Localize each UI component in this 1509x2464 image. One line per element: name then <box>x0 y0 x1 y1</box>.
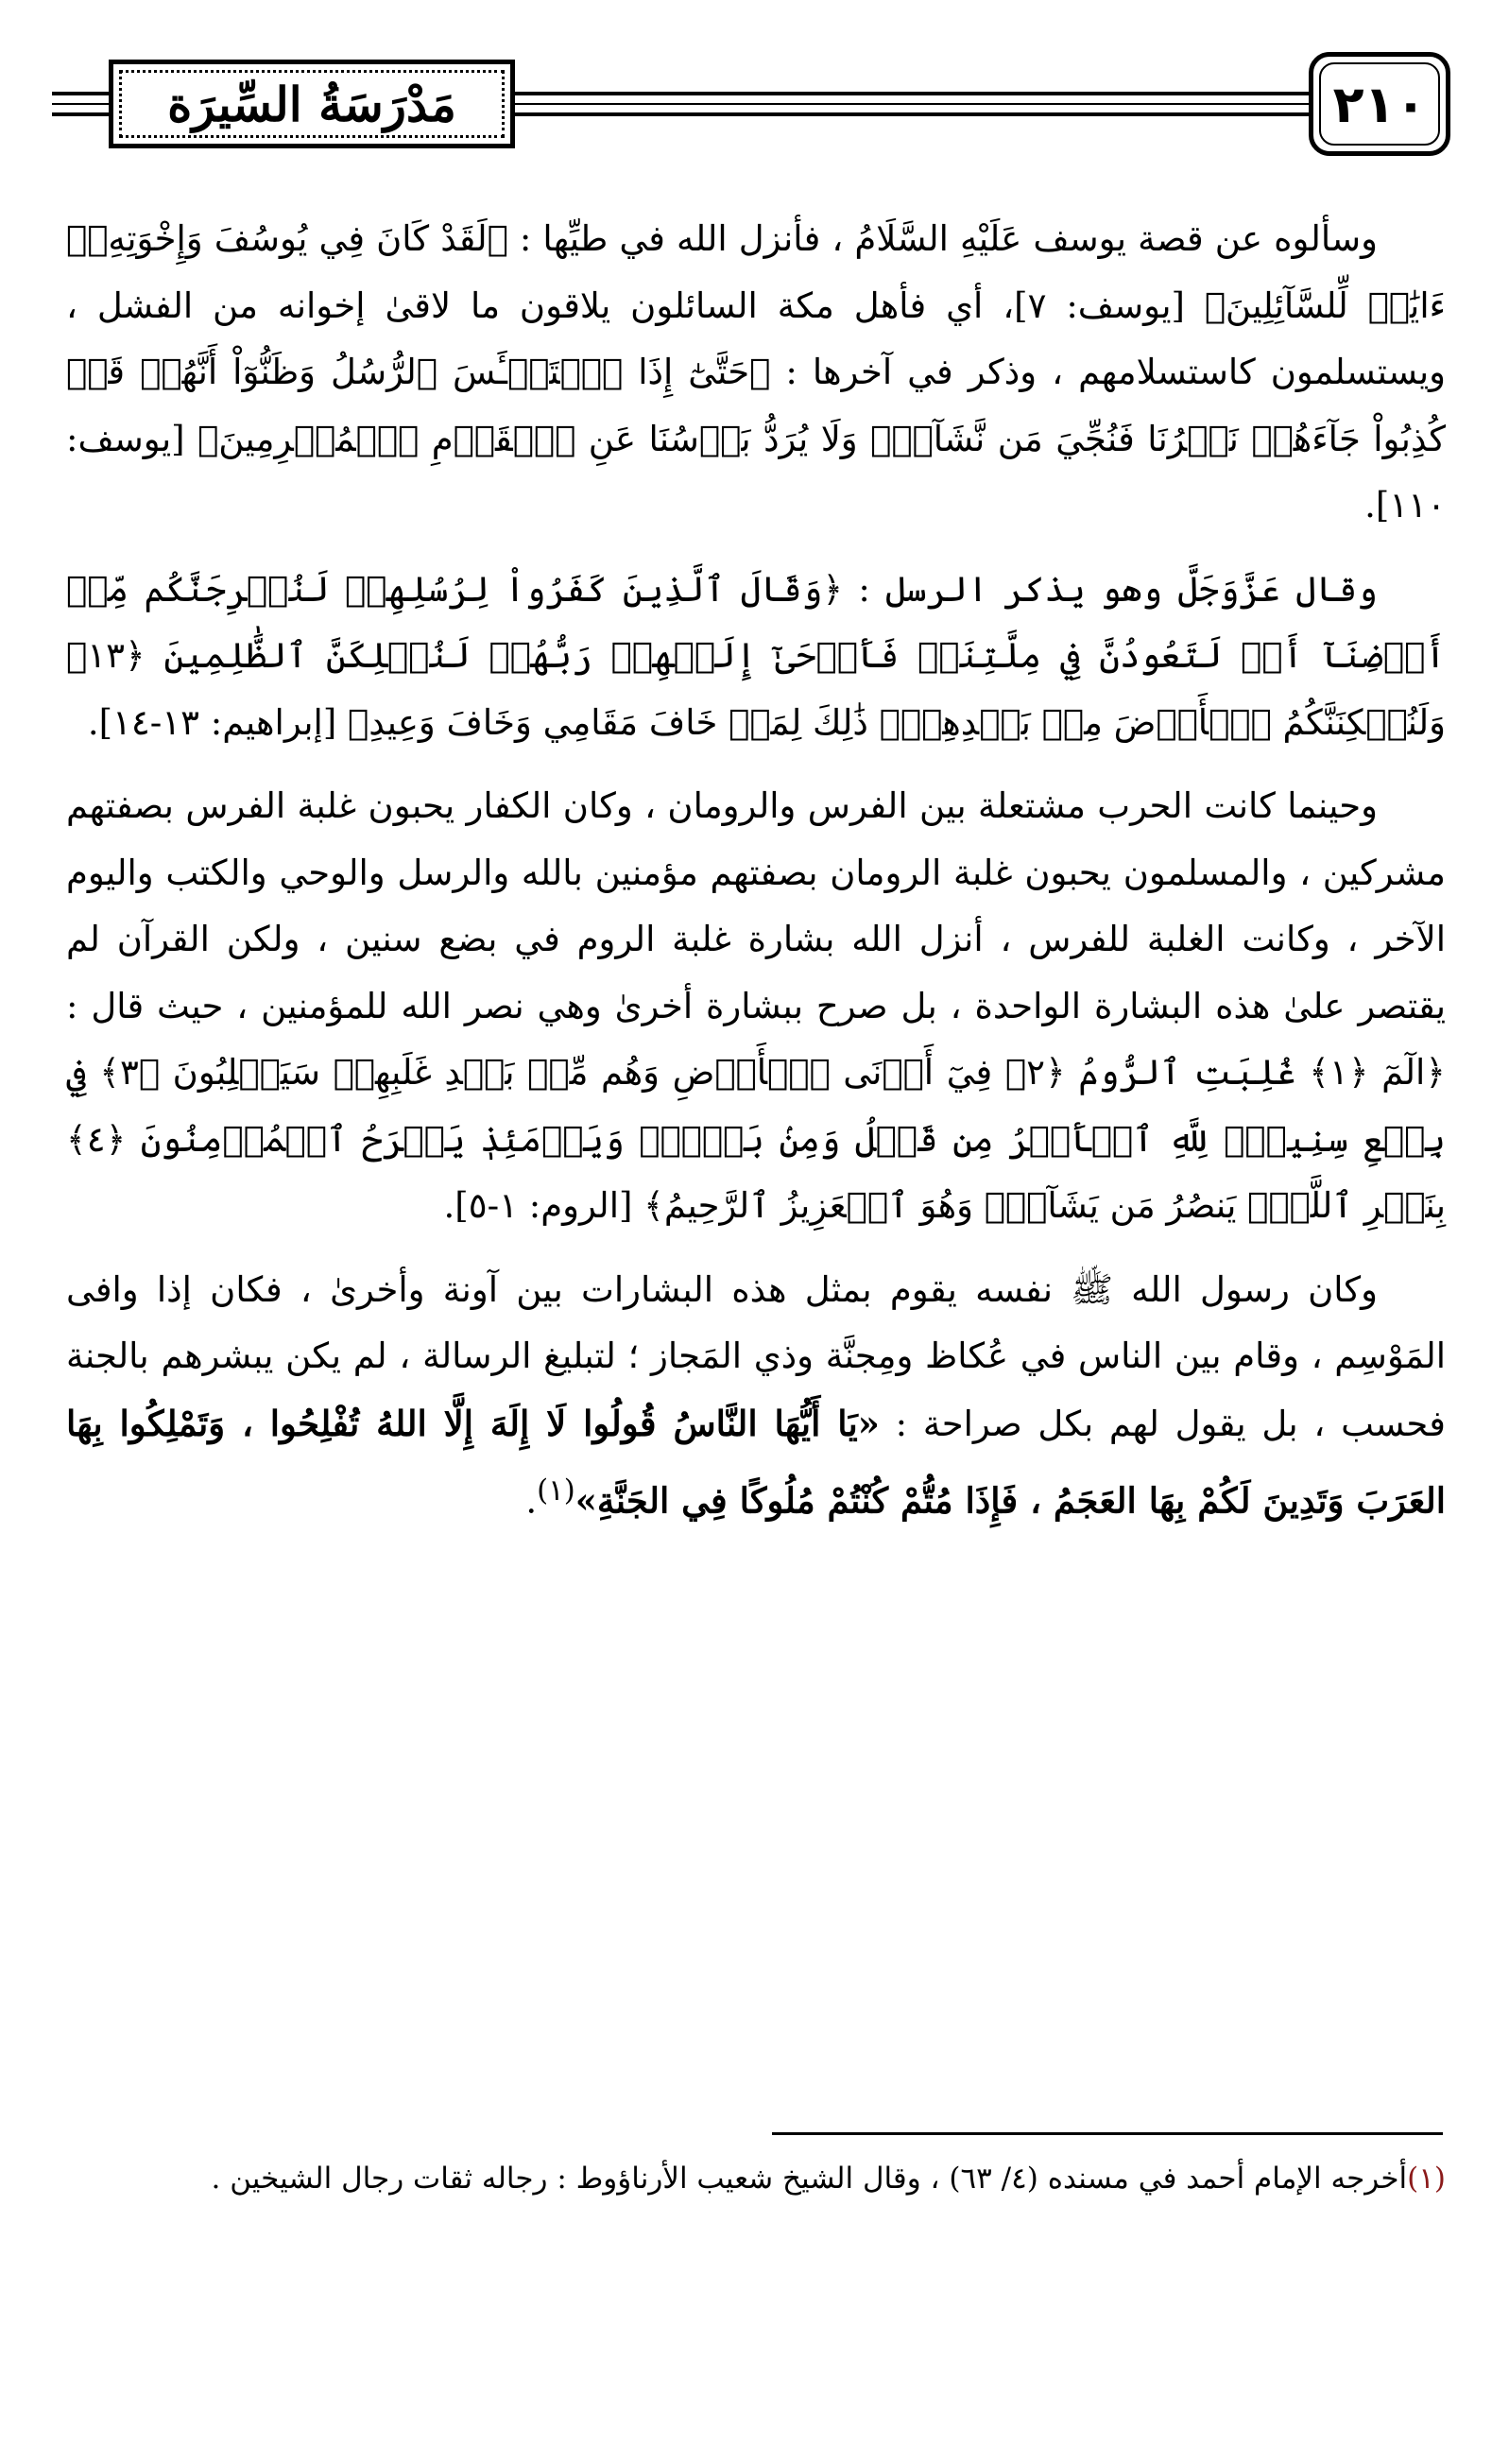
footnote-marker: (١) <box>1407 2162 1446 2196</box>
page-header <box>52 43 1450 165</box>
footnote <box>66 2151 1446 2206</box>
book-title: مَدْرَسَةُ السِّيرَة <box>167 76 456 132</box>
paragraph: وحينما كانت الحرب مشتعلة بين الفرس والرومان ، وكان الكفار يحبون غلبة الفرس بصفتهم مشركين ، والمسلمون يحبون غلبة الرومان بصفتهم مؤمنين بالله والرسل والوحي والكتب واليوم الآخر ، وكانت الغلبة للفرس ، أنزل الله بشارة غلبة الروم في بضع سنين ، ولكن القرآن لم يقتصر علىٰ هذه البشارة الواحدة ، بل صرح ببشارة أخرىٰ وهي نصر الله للمؤمنين ، حيث قال : ﴿الٓمٓ ﴿١﴾ غُلِبَتِ ٱلرُّومُ ﴿٢﴾ فِيٓ أَدۡنَى ٱلۡأَرۡضِ وَهُم مِّنۢ بَعۡدِ غَلَبِهِمۡ سَيَغۡلِبُونَ ﴿٣﴾ فِي بِضۡعِ سِنِينَۗ لِلَّهِ ٱلۡأَمۡرُ مِن قَبۡلُ وَمِنۢ بَعۡدُۚ وَيَوۡمَئِذٖ يَفۡرَحُ ٱلۡمُؤۡمِنُونَ ﴿٤﴾ بِنَصۡرِ ٱللَّهِۚ يَنصُرُ مَن يَشَآءُۖ وَهُوَ ٱلۡعَزِيزُ ٱلرَّحِيمُ﴾ [الروم: ١-٥]. <box>66 785 1446 1226</box>
footnote-reference: (١) <box>537 1473 575 1508</box>
paragraph: وقال عَزَّوَجَلَّ وهو يذكر الرسل : ﴿وَقَالَ ٱلَّذِينَ كَفَرُواْ لِرُسُلِهِمۡ لَنُخۡرِجَنَّكُم مِّنۡ أَرۡضِنَآ أَوۡ لَتَعُودُنَّ فِي مِلَّتِنَاۖ فَأَوۡحَىٰٓ إِلَيۡهِمۡ رَبُّهُمۡ لَنُهۡلِكَنَّ ٱلظَّٰلِمِينَ ﴿١٣﴾ وَلَنُسۡكِنَنَّكُمُ ٱلۡأَرۡضَ مِنۢ بَعۡدِهِمۡۚ ذَٰلِكَ لِمَنۡ خَافَ مَقَامِي وَخَافَ وَعِيدِ﴾ [إبراهيم: ١٣-١٤]. <box>66 568 1446 743</box>
book-title-frame <box>109 60 515 148</box>
paragraph <box>66 1257 1446 1535</box>
main-text <box>66 206 1446 1535</box>
page-number: ٢١٠ <box>1332 74 1427 134</box>
footnote-divider <box>772 2132 1443 2135</box>
paragraph: وسألوه عن قصة يوسف عَلَيْهِ السَّلَامُ ، فأنزل الله في طيِّها : ﴿لَقَدْ كَانَ فِي يُوسُفَ وَإِخْوَتِهِۦٓ ءَايَٰتٞ لِّلسَّآئِلِينَ﴾ [يوسف: ٧]، أي فأهل مكة السائلون يلاقون ما لاقىٰ إخوانه من الفشل ، ويستسلمون كاستسلامهم ، وذكر في آخرها : ﴿حَتَّىٰٓ إِذَا ٱسۡتَيۡـَٔسَ ٱلرُّسُلُ وَظَنُّوٓاْ أَنَّهُمۡ قَدۡ كُذِبُواْ جَآءَهُمۡ نَصۡرُنَا فَنُجِّيَ مَن نَّشَآءُۖ وَلَا يُرَدُّ بَأۡسُنَا عَنِ ٱلۡقَوۡمِ ٱلۡمُجۡرِمِينَ﴾ [يوسف: ١١٠]. <box>66 218 1446 526</box>
paragraph-end: . <box>525 1480 538 1522</box>
page-number-frame <box>1309 52 1450 156</box>
footnote-text: أخرجه الإمام أحمد في مسنده (٤/ ٦٣) ، وقال الشيخ شعيب الأرناؤوط : رجاله ثقات رجال الشيخين . <box>211 2162 1408 2196</box>
hadith-quote: «يَا أَيُّهَا النَّاسُ قُولُوا لَا إِلَهَ إِلَّا اللهُ تُفْلِحُوا ، وَتَمْلِكُوا بِهَا العَرَبَ وَتَدِينَ لَكُمْ بِهَا العَجَمُ ، فَإِذَا مُتُّمْ كُنْتُمْ مُلُوكًا فِي الجَنَّةِ» <box>66 1402 1446 1522</box>
paragraph-text: وكان رسول الله ﷺ نفسه يقوم بمثل هذه البشارات بين آونة وأخرىٰ ، فكان إذا وافى المَوْسِم ، وقام بين الناس في عُكاظ ومِجنَّة وذي المَجاز ؛ لتبليغ الرسالة ، لم يكن يبشرهم بالجنة فحسب ، بل يقول لهم بكل صراحة : <box>66 1268 1446 1444</box>
